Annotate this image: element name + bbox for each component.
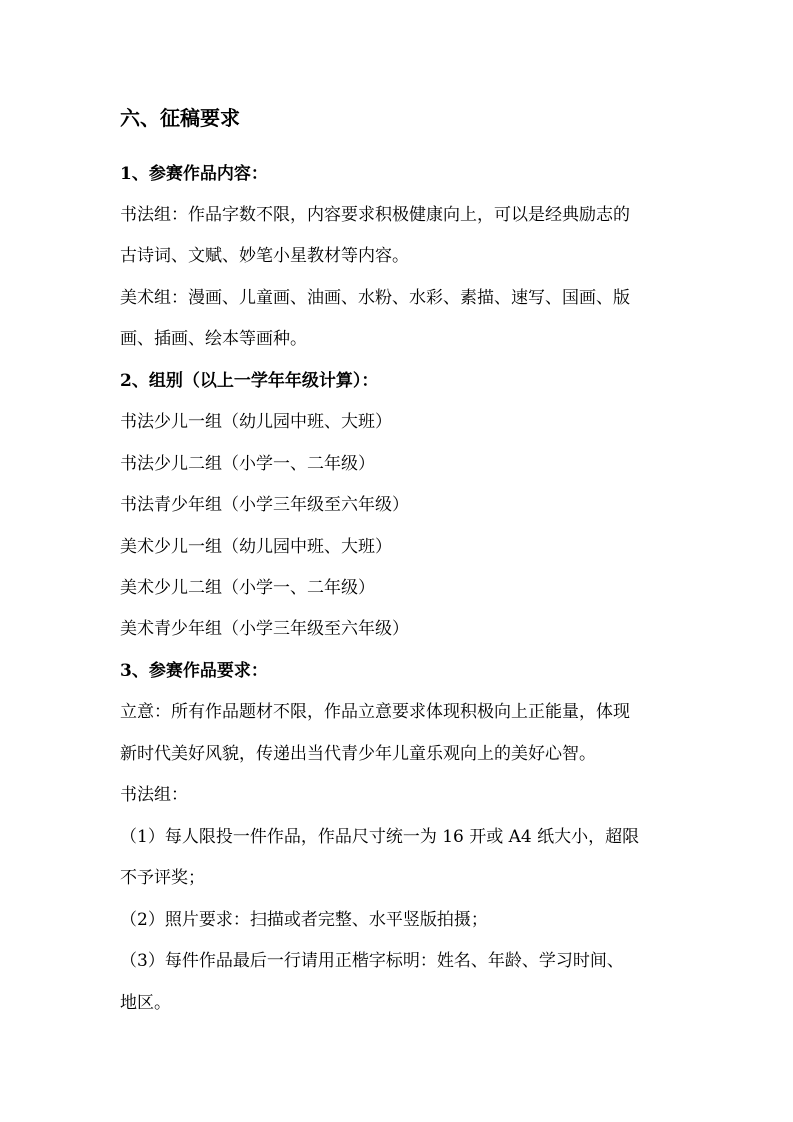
art-content-line-1: 美术组：漫画、儿童画、油画、水粉、水彩、素描、速写、国画、版	[120, 288, 630, 308]
calligraphy-content-line-1: 书法组：作品字数不限，内容要求积极健康向上，可以是经典励志的	[120, 205, 630, 225]
rule-1-line-1: （1）每人限投一件作品，作品尺寸统一为 16 开或 A4 纸大小，超限	[120, 827, 640, 847]
calligraphy-requirements-label: 书法组：	[120, 785, 188, 805]
group-item: 美术少儿二组（小学一、二年级）	[120, 578, 375, 598]
rule-3-line-2: 地区。	[120, 993, 171, 1013]
group-item: 书法少儿二组（小学一、二年级）	[120, 454, 375, 474]
group-item: 美术青少年组（小学三年级至六年级）	[120, 619, 409, 639]
section-title: 六、征稿要求	[120, 106, 240, 130]
theme-line-1: 立意：所有作品题材不限，作品立意要求体现积极向上正能量，体现	[120, 702, 630, 722]
requirements-heading: 3、参赛作品要求：	[120, 661, 268, 681]
art-content-line-2: 画、插画、绘本等画种。	[120, 329, 307, 349]
group-item: 美术少儿一组（幼儿园中班、大班）	[120, 537, 392, 557]
theme-line-2: 新时代美好风貌，传递出当代青少年儿童乐观向上的美好心智。	[120, 744, 596, 764]
group-item: 书法少儿一组（幼儿园中班、大班）	[120, 412, 392, 432]
rule-1-line-2: 不予评奖；	[120, 868, 205, 888]
calligraphy-content-line-2: 古诗词、文赋、妙笔小星教材等内容。	[120, 246, 409, 266]
groups-heading: 2、组别（以上一学年年级计算）：	[120, 371, 379, 391]
rule-3-line-1: （3）每件作品最后一行请用正楷字标明：姓名、年龄、学习时间、	[120, 951, 624, 971]
content-heading: 1、参赛作品内容：	[120, 164, 268, 184]
group-item: 书法青少年组（小学三年级至六年级）	[120, 495, 409, 515]
rule-2: （2）照片要求：扫描或者完整、水平竖版拍摄；	[120, 910, 488, 930]
